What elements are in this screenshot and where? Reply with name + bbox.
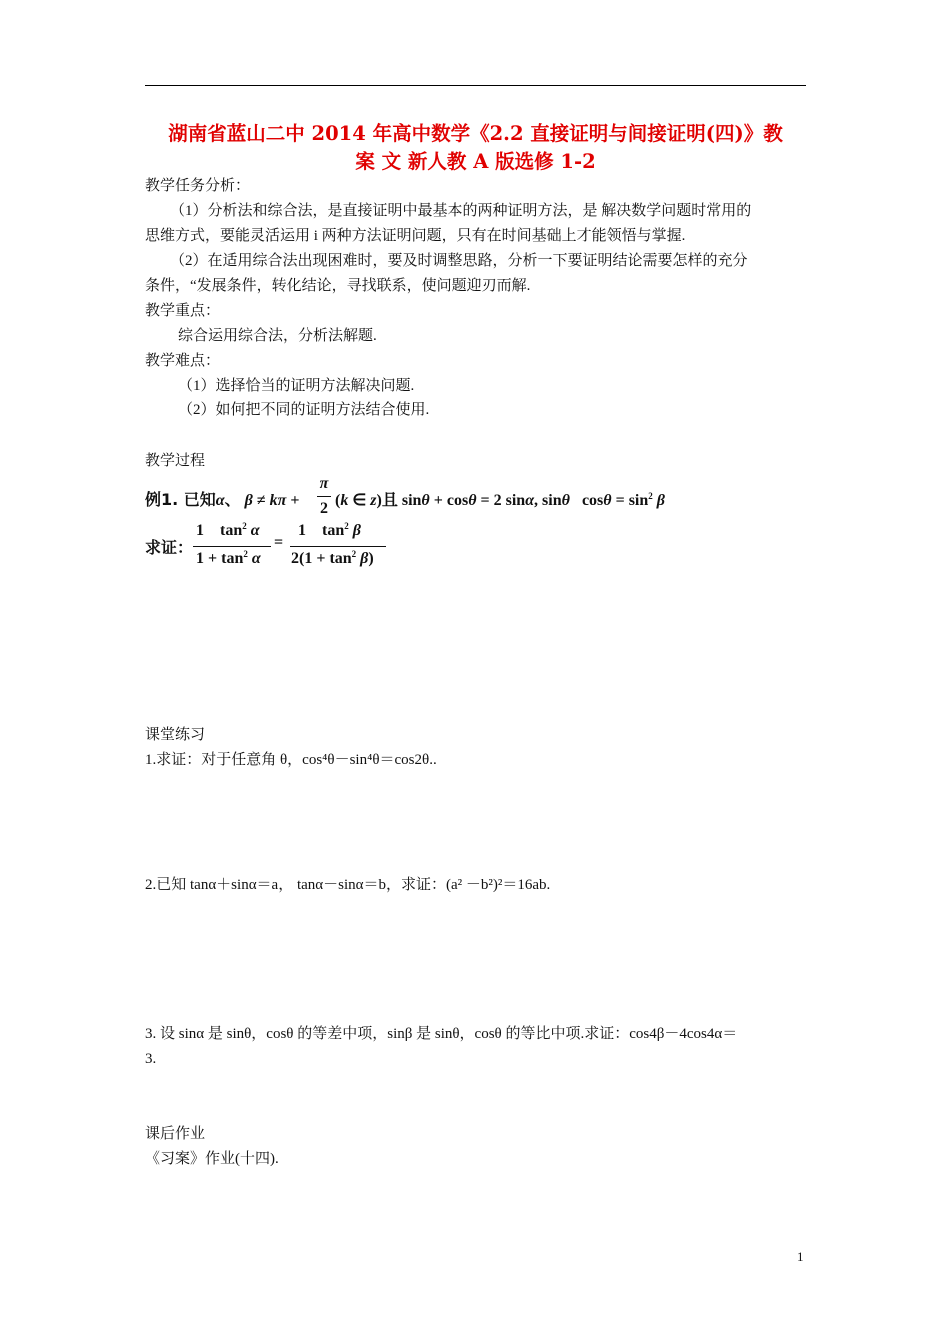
rhs-fraction-bar: [290, 546, 386, 547]
lhs-fraction-bar: [193, 546, 271, 547]
lhs-numerator: 1 $\tan^2 \alpha$: [196, 521, 260, 539]
title-line-2: 案 文 新人教 A 版选修 1-2: [355, 150, 596, 173]
exercise-2: 2.已知 tanα＋sinα＝a， tanα－sinα＝b，求证：(a² －b²)²＝16ab.: [145, 877, 551, 893]
rhs-numerator: 1 $\tan^2 \beta$: [298, 521, 361, 539]
difficulty-item-1: （1）选择恰当的证明方法解决问题.: [178, 378, 415, 394]
lhs-denominator: $1 + \tan^2 \alpha$: [196, 549, 261, 567]
key-points-text: 综合运用综合法，分析法解题.: [178, 328, 377, 344]
difficulty-item-2: （2）如何把不同的证明方法结合使用.: [178, 402, 430, 418]
exercise-3-line-2: 3.: [145, 1051, 157, 1067]
prove-label: 求证：: [145, 538, 194, 557]
document-title: [145, 120, 806, 176]
pi-over-2-numerator: π: [319, 475, 329, 492]
task-paragraph-1-line-2: 思维方式，要能灵活运用 i 两种方法证明问题，只有在时间基础上才能领悟与掌握.: [145, 228, 686, 244]
example-1-label: 例1. 已知: [145, 490, 216, 509]
key-points-heading: 教学重点：: [145, 303, 221, 319]
page-number: 1: [797, 1249, 804, 1264]
example-1-condition-rest: (k ∈ z)且 sinθ + cosθ = 2 sinα, sinθ $\cos\theta = \sin^2 \beta$: [335, 490, 665, 509]
exercise-1: 1.求证：对于任意角 θ，cos⁴θ－sin⁴θ＝cos2θ..: [145, 752, 437, 768]
task-analysis-heading: 教学任务分析：: [145, 178, 251, 194]
process-heading: 教学过程: [145, 453, 206, 469]
example-1-condition: 例1. 已知α、 β ≠ kπ +: [145, 490, 300, 509]
exercise-3-line-1: 3. 设 sinα 是 sinθ，cosθ 的等差中项，sinβ 是 sinθ，cosθ 的等比中项.求证：cos4β－4cos4α＝: [145, 1026, 738, 1042]
task-paragraph-1-line-1: （1）分析法和综合法，是直接证明中最基本的两种证明方法，是 解决数学问题时常用的: [170, 203, 752, 219]
task-paragraph-2-line-2: 条件，“发展条件，转化结论，寻找联系，使问题迎刃而解.: [145, 278, 531, 294]
pi-over-2-denominator: 2: [320, 500, 328, 517]
equals-sign: =: [274, 534, 284, 551]
homework-text: 《习案》作业(十四).: [145, 1151, 279, 1167]
pi-over-2-bar: [317, 496, 331, 497]
rhs-denominator: $2(1 + \tan^2 \beta)$: [291, 549, 374, 567]
title-line-1: 湖南省蓝山二中 2014 年高中数学《2.2 直接证明与间接证明(四)》教: [168, 122, 783, 145]
practice-heading: 课堂练习: [145, 727, 206, 743]
header-rule: [145, 85, 806, 86]
difficulty-heading: 教学难点：: [145, 353, 221, 369]
task-paragraph-2-line-1: （2）在适用综合法出现困难时，要及时调整思路，分析一下要证明结论需要怎样的充分: [170, 253, 748, 269]
homework-heading: 课后作业: [145, 1126, 206, 1142]
